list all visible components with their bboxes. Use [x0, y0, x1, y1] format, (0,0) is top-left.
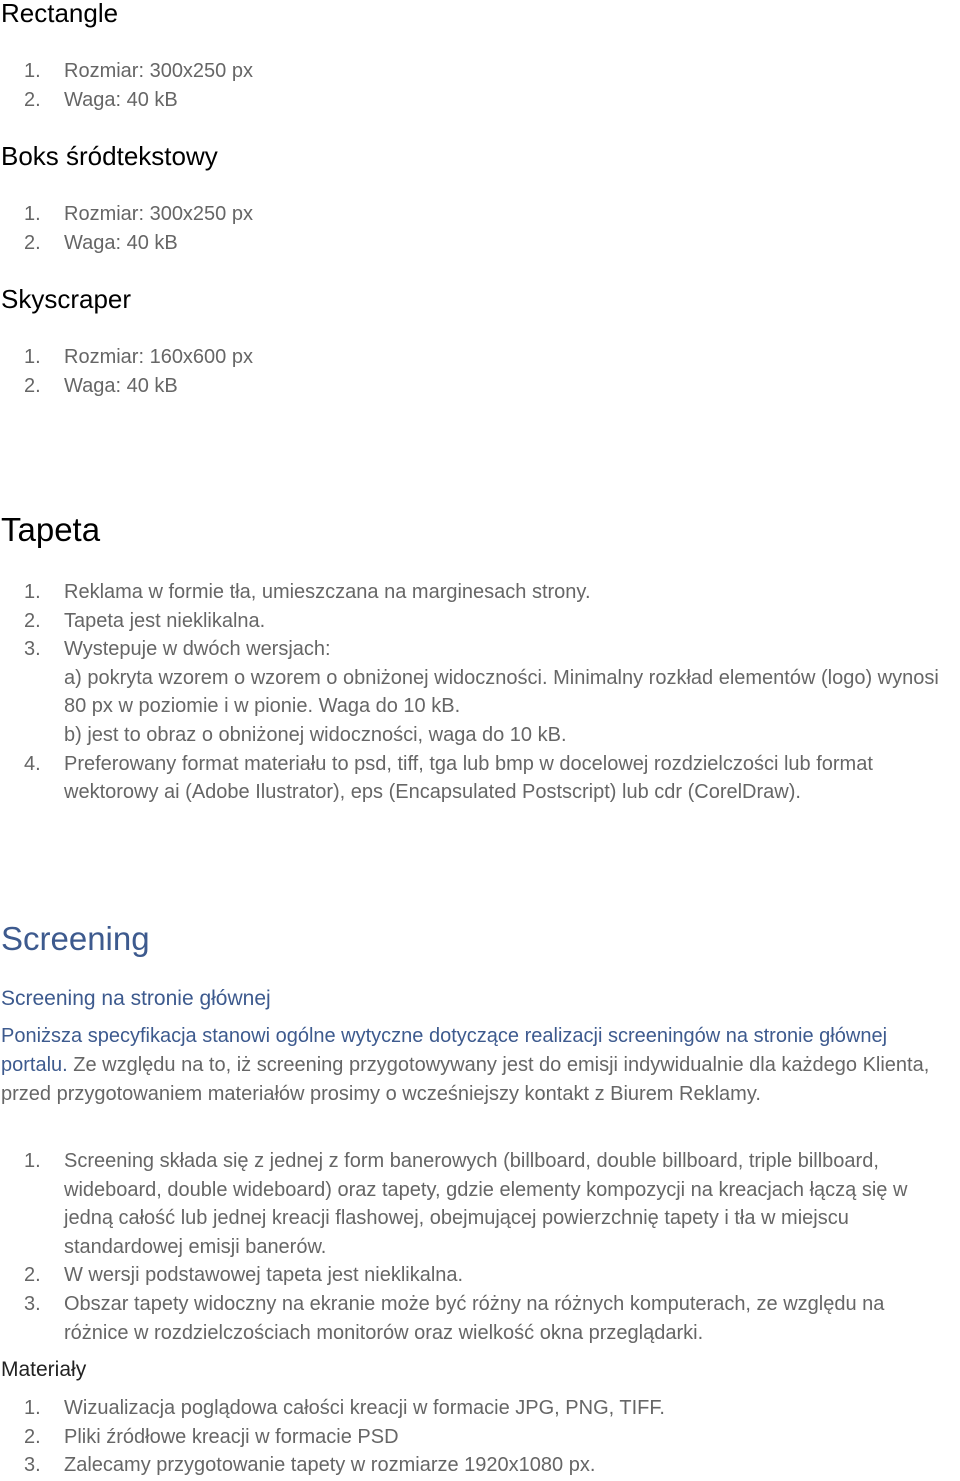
- list-item-text: W wersji podstawowej tapeta jest nieklikalna.: [64, 1264, 464, 1287]
- list-item-text: Waga: 40 kB: [64, 231, 178, 254]
- list-item-text: Rozmiar: 160x600 px: [64, 346, 253, 368]
- list-item: [0, 750, 954, 807]
- list-number: 1.: [24, 203, 41, 225]
- list-number: 3.: [24, 638, 41, 661]
- list-number: 3.: [24, 1292, 41, 1315]
- section-title-boks: Boks śródtekstowy: [1, 141, 218, 171]
- list-item: [0, 607, 954, 636]
- list-item: [0, 1394, 954, 1423]
- list-number: 1.: [24, 346, 41, 368]
- section-title-rectangle: Rectangle: [1, 0, 119, 28]
- list-item-text: Reklama w formie tła, umieszczana na marginesach strony.: [64, 581, 591, 603]
- boks-list: [0, 200, 954, 257]
- list-item-text: Preferowany format materiału to psd, tiff, tga lub bmp w docelowej rozdzielczości lub format wektorowy ai (Adobe Ilustrator), eps (Encapsulated Postscript) lub cdr (CorelDraw).: [64, 752, 873, 804]
- section-subtitle-screening: Screening na stronie głównej: [1, 987, 271, 1010]
- list-number: 1.: [24, 581, 41, 603]
- list-item-text: Screening składa się z jednej z form banerowych (billboard, double billboard, triple billboard, wideboard, double wideboard) oraz tapety, gdzie elementy kompozycji na kreacjach łączą się w jedną całość lub jednej kreacji flashowej, obejmującej powierzchnię tapety i tła w miejscu standardowej emisji banerów.: [64, 1150, 908, 1258]
- list-number: 3.: [24, 1454, 41, 1477]
- list-item-text: Wizualizacja poglądowa całości kreacji w formacie JPG, PNG, TIFF.: [64, 1397, 665, 1419]
- tapeta-list: [0, 578, 954, 807]
- list-number: 2.: [24, 88, 41, 111]
- list-item: [0, 578, 954, 607]
- list-item: [0, 1423, 954, 1452]
- list-item-text: Pliki źródłowe kreacji w formacie PSD: [64, 1425, 399, 1448]
- materialy-list: [0, 1394, 954, 1480]
- screening-intro-paragraph: [1, 1022, 959, 1109]
- rectangle-list: [0, 57, 954, 114]
- list-subitem-a: a) pokryta wzorem o wzorem o obniżonej widoczności. Minimalny rozkład elementów (logo) wynosi 80 px w poziomie i w pionie. Waga do 10 kB.: [64, 666, 939, 718]
- list-number: 1.: [24, 1397, 41, 1419]
- screening-intro-highlight: Poniższa specyfikacja stanowi ogólne wytyczne dotyczące realizacji screeningów na stronie głównej portalu.: [1, 1025, 888, 1076]
- section-title-screening: Screening: [1, 920, 150, 957]
- list-number: 2.: [24, 374, 41, 397]
- section-title-tapeta: Tapeta: [1, 511, 101, 548]
- list-number: 2.: [24, 1425, 41, 1448]
- list-item-text: Waga: 40 kB: [64, 374, 178, 397]
- list-item: [0, 1290, 954, 1347]
- list-item-text: Rozmiar: 300x250 px: [64, 203, 253, 225]
- list-number: 2.: [24, 1264, 41, 1287]
- section-title-materialy: Materiały: [1, 1358, 87, 1381]
- screening-list: [0, 1147, 954, 1347]
- list-item: [0, 200, 954, 229]
- list-number: 1.: [24, 1150, 41, 1172]
- list-item: [0, 343, 954, 372]
- list-subitem-b: b) jest to obraz o obniżonej widoczności, waga do 10 kB.: [64, 723, 567, 746]
- list-item: [0, 635, 954, 749]
- list-number: 1.: [24, 60, 41, 82]
- list-number: 2.: [24, 231, 41, 254]
- list-item-text: Wystepuje w dwóch wersjach:: [64, 638, 331, 661]
- skyscraper-list: [0, 343, 954, 400]
- screening-intro-text: Ze względu na to, iż screening przygotowywany jest do emisji indywidualnie dla każdego Klienta, przed przygotowaniem materiałów prosimy o wcześniejszy kontakt z Biurem Reklamy.: [1, 1054, 930, 1105]
- list-item-text: Obszar tapety widoczny na ekranie może być różny na różnych komputerach, ze względu na różnice w rozdzielczościach monitorów oraz wielkość okna przeglądarki.: [64, 1292, 885, 1344]
- list-number: 2.: [24, 609, 41, 632]
- list-item-text: Waga: 40 kB: [64, 88, 178, 111]
- list-item: [0, 1147, 954, 1261]
- list-item-text: Rozmiar: 300x250 px: [64, 60, 253, 82]
- list-item: [0, 229, 954, 258]
- list-item-text: Tapeta jest nieklikalna.: [64, 609, 266, 632]
- list-item: [0, 1261, 954, 1290]
- list-item: [0, 86, 954, 115]
- list-item: [0, 1451, 954, 1480]
- list-item: [0, 372, 954, 401]
- section-title-skyscraper: Skyscraper: [1, 284, 132, 314]
- list-number: 4.: [24, 752, 41, 775]
- list-item: [0, 57, 954, 86]
- list-item-text: Zalecamy przygotowanie tapety w rozmiarze 1920x1080 px.: [64, 1454, 596, 1477]
